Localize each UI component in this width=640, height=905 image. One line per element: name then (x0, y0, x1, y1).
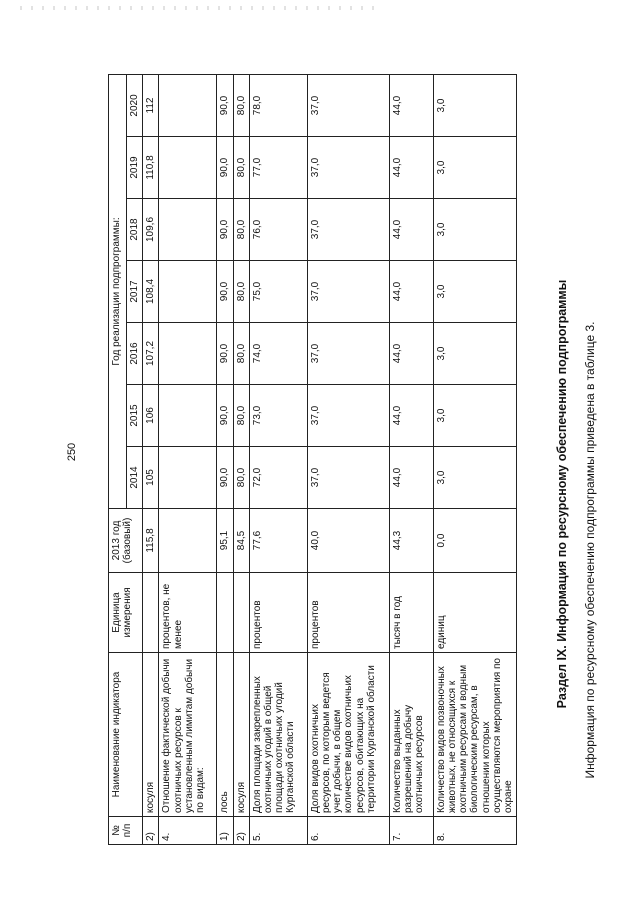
header-year: 2017 (127, 261, 143, 323)
row-value: 37,0 (307, 137, 389, 199)
row-base-value: 77,6 (249, 509, 307, 573)
row-unit: тысяч в год (389, 573, 433, 653)
row-value: 73,0 (249, 385, 307, 447)
header-year: 2014 (127, 447, 143, 509)
row-name: Доля площади закрепленных охотничьих угодий в общей площади охотничьих угодий Курганской области (249, 653, 307, 817)
row-unit: процентов (249, 573, 307, 653)
row-value: 37,0 (307, 447, 389, 509)
row-value: 106 (143, 385, 159, 447)
row-value: 3,0 (433, 385, 516, 447)
row-value: 90,0 (217, 137, 233, 199)
row-value (159, 199, 217, 261)
row-value: 90,0 (217, 261, 233, 323)
row-unit: процентов (307, 573, 389, 653)
row-value: 3,0 (433, 447, 516, 509)
table-row (307, 74, 389, 844)
row-base-value: 95,1 (217, 509, 233, 573)
row-value: 3,0 (433, 137, 516, 199)
row-value (159, 323, 217, 385)
row-num: 2) (143, 817, 159, 845)
row-base-value: 84,5 (233, 509, 249, 573)
section-title: Раздел IX. Информация по ресурсному обеспечению подпрограммы (555, 279, 569, 709)
indicator-table (108, 74, 517, 845)
header-years-group: Год реализации подпрограммы: (109, 74, 127, 508)
header-base-year: 2013 год (базовый) (109, 509, 143, 573)
header-year: 2018 (127, 199, 143, 261)
row-name: косуля (143, 653, 159, 817)
row-unit: процентов, не менее (159, 573, 217, 653)
row-value: 44,0 (389, 323, 433, 385)
row-value: 44,0 (389, 137, 433, 199)
row-value: 112 (143, 74, 159, 136)
header-year: 2019 (127, 137, 143, 199)
row-num: 1) (217, 817, 233, 845)
row-value: 105 (143, 447, 159, 509)
row-value: 80,0 (233, 447, 249, 509)
row-value (159, 447, 217, 509)
section-text: Информация по ресурсному обеспечению подпрограммы приведена в таблице 3. (583, 321, 597, 779)
row-value: 109,6 (143, 199, 159, 261)
row-value: 44,0 (389, 261, 433, 323)
row-value: 44,0 (389, 74, 433, 136)
row-unit (143, 573, 159, 653)
row-value: 3,0 (433, 199, 516, 261)
header-year: 2015 (127, 385, 143, 447)
row-value: 77,0 (249, 137, 307, 199)
header-num: № п/п (109, 817, 143, 845)
row-value: 80,0 (233, 137, 249, 199)
row-base-value (159, 509, 217, 573)
row-value: 44,0 (389, 447, 433, 509)
row-value: 3,0 (433, 261, 516, 323)
page-number: 250 (66, 442, 78, 462)
table-row (249, 74, 307, 844)
header-year: 2020 (127, 74, 143, 136)
row-base-value: 40,0 (307, 509, 389, 573)
table-row (159, 74, 217, 844)
row-value: 37,0 (307, 261, 389, 323)
header-name: Наименование индикатора (109, 653, 143, 817)
row-name: Количество выданных разрешений на добычу охотничьих ресурсов (389, 653, 433, 817)
table-row (217, 74, 233, 844)
header-year: 2016 (127, 323, 143, 385)
row-base-value: 115,8 (143, 509, 159, 573)
row-value: 75,0 (249, 261, 307, 323)
row-unit (217, 573, 233, 653)
row-value: 90,0 (217, 74, 233, 136)
row-value: 78,0 (249, 74, 307, 136)
row-unit (233, 573, 249, 653)
row-value (159, 137, 217, 199)
row-name: косуля (233, 653, 249, 817)
row-value (159, 261, 217, 323)
row-base-value: 0,0 (433, 509, 516, 573)
row-value: 80,0 (233, 323, 249, 385)
row-value: 3,0 (433, 323, 516, 385)
table-row (143, 74, 159, 844)
row-value: 80,0 (233, 199, 249, 261)
row-num: 5. (249, 817, 307, 845)
row-value: 37,0 (307, 385, 389, 447)
row-value: 80,0 (233, 261, 249, 323)
row-value: 44,0 (389, 385, 433, 447)
row-value (159, 74, 217, 136)
row-value: 80,0 (233, 385, 249, 447)
header-unit: Единица измерения (109, 573, 143, 653)
table-row (433, 74, 516, 844)
row-value: 37,0 (307, 74, 389, 136)
row-value: 90,0 (217, 447, 233, 509)
row-value: 107,2 (143, 323, 159, 385)
row-value: 80,0 (233, 74, 249, 136)
row-value: 110,8 (143, 137, 159, 199)
row-value: 37,0 (307, 199, 389, 261)
row-value: 76,0 (249, 199, 307, 261)
row-value: 44,0 (389, 199, 433, 261)
row-num: 8. (433, 817, 516, 845)
row-num: 7. (389, 817, 433, 845)
row-value (159, 385, 217, 447)
row-value: 90,0 (217, 385, 233, 447)
row-value: 72,0 (249, 447, 307, 509)
row-value: 90,0 (217, 323, 233, 385)
indicator-table-frame (108, 75, 538, 845)
row-value: 74,0 (249, 323, 307, 385)
row-base-value: 44,3 (389, 509, 433, 573)
row-value: 37,0 (307, 323, 389, 385)
row-name: Доля видов охотничьих ресурсов, по которым ведется учет добычи, в общем количестве видов охотничьих ресурсов, обитающих на территории Курганской области (307, 653, 389, 817)
row-name: лось (217, 653, 233, 817)
row-num: 4. (159, 817, 217, 845)
row-value: 90,0 (217, 199, 233, 261)
row-num: 2) (233, 817, 249, 845)
table-row (389, 74, 433, 844)
row-value: 3,0 (433, 74, 516, 136)
row-name: Отношение фактической добычи охотничьих ресурсов к установленным лимитам добычи по видам: (159, 653, 217, 817)
row-num: 6. (307, 817, 389, 845)
row-unit: единиц (433, 573, 516, 653)
row-name: Количество видов позвоночных животных, не относящихся к охотничьим ресурсам и водным биологическим ресурсам, в отношении которых осуществляются мероприятия по охране (433, 653, 516, 817)
table-row (233, 74, 249, 844)
scan-noise (20, 6, 380, 10)
row-value: 108,4 (143, 261, 159, 323)
